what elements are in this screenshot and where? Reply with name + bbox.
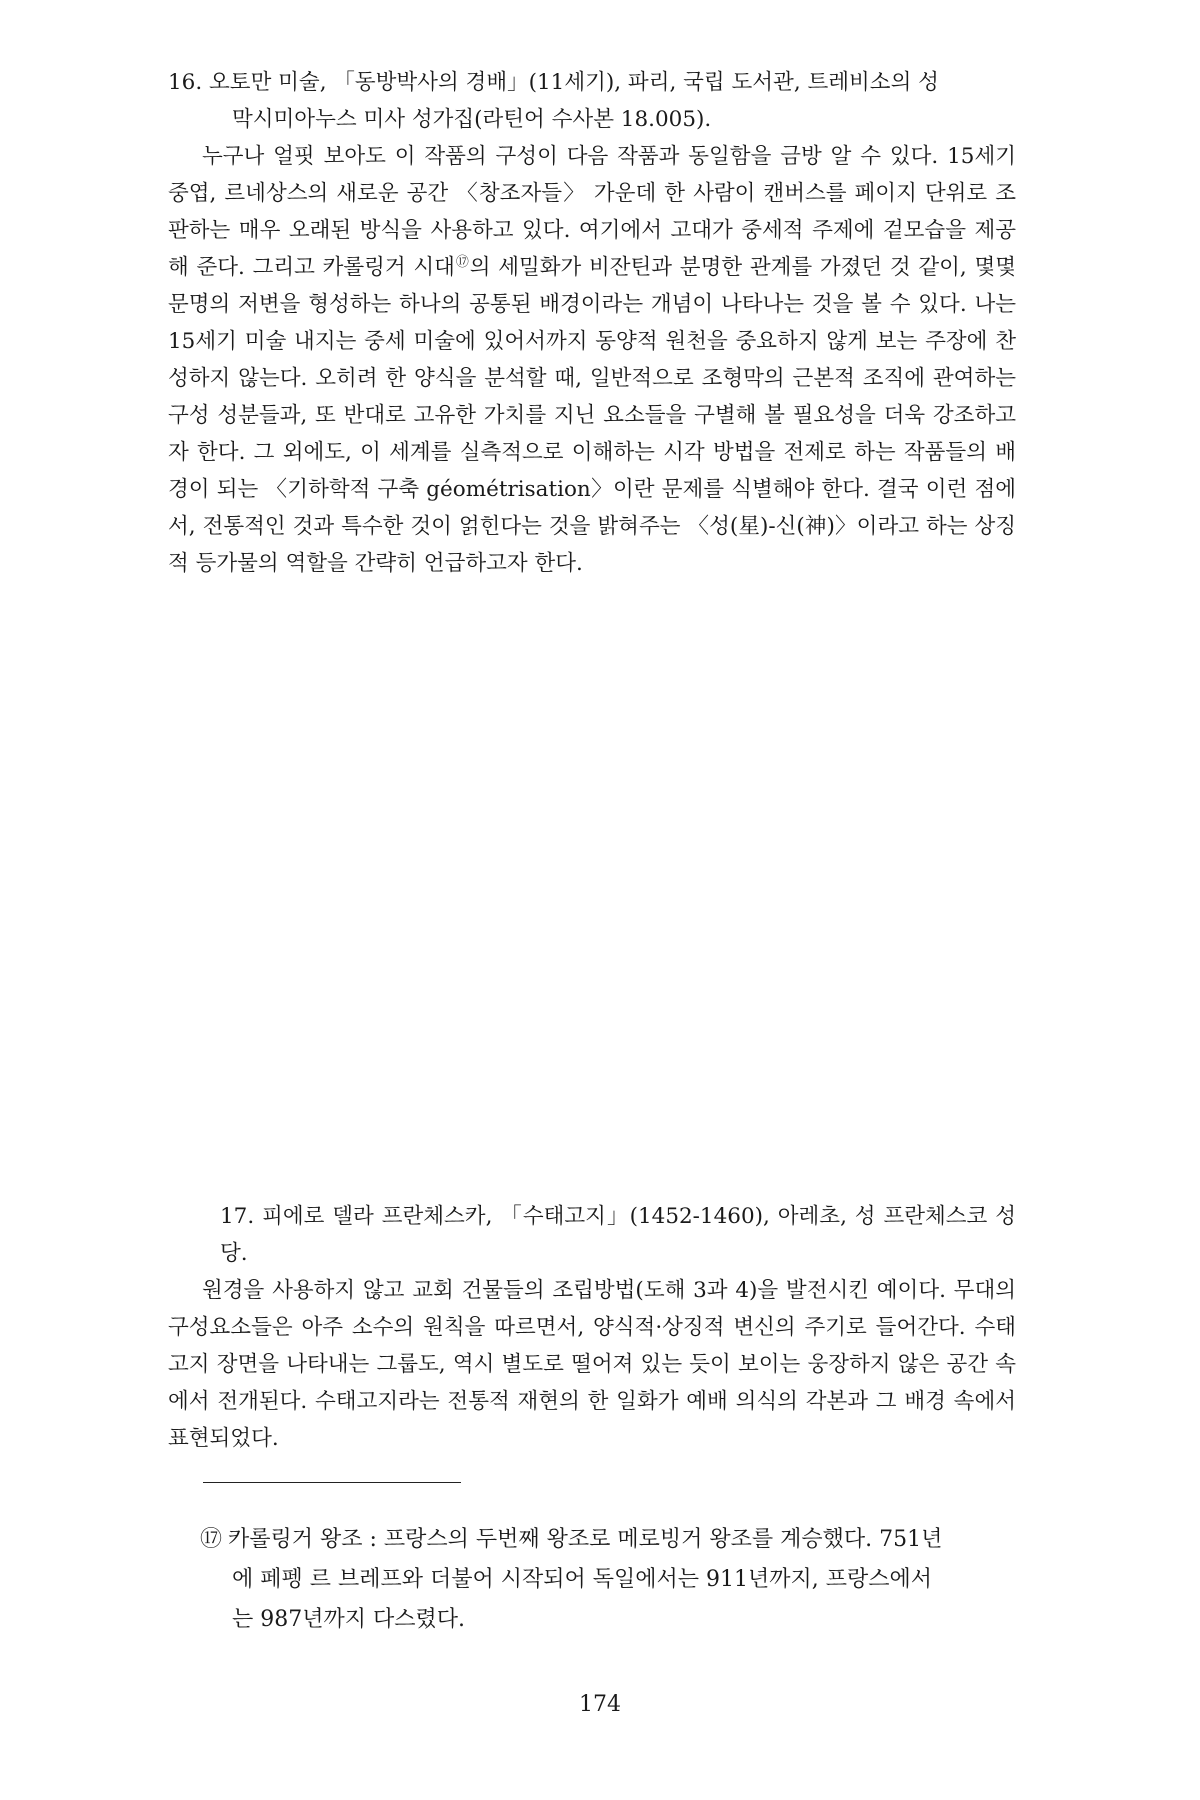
footnote — [200, 1520, 1020, 1640]
figure-17-description: 원경을 사용하지 않고 교회 건물들의 조립방법(도해 3과 4)을 발전시킨 예이다. 무대의 구성요소들은 아주 소수의 원칙을 따르면서, 양식적·상징적 변신의 주기로 들어간다. 수태고지 장면을 나타내는 그룹도, 역시 별도로 떨어져 있는 듯이 보이는 웅장하지 않은 공간 속에서 전개된다. 수태고지라는 전통적 재현의 한 일화가 예배 의식의 각본과 그 배경 속에서 표현되었다. — [168, 1278, 1016, 1451]
figure-16-caption — [168, 64, 1016, 582]
footnote-line1 — [200, 1520, 1020, 1560]
figure-16-title — [168, 64, 1016, 138]
figure-17-title — [168, 1198, 1016, 1272]
figure-16-text-part2: 의 세밀화가 비잔틴과 분명한 관계를 가졌던 것 같이, 몇몇 문명의 저변을 형성하는 하나의 공통된 배경이라는 개념이 나타나는 것을 볼 수 있다. 나는 15세기 미술 내지는 중세 미술에 있어서까지 동양적 원천을 중요하지 않게 보는 주장에 찬성하지 않는다. 오히려 한 양식을 분석할 때, 일반적으로 조형막의 근본적 조직에 관여하는 구성 성분들과, 또 반대로 고유한 가치를 지닌 요소들을 구별해 볼 필요성을 더욱 강조하고자 한다. 그 외에도, 이 세계를 실측적으로 이해하는 시각 방법을 전제로 하는 작품들의 배경이 되는 〈기하학적 구축 géométrisation〉이란 문제를 식별해야 한다. 결국 이런 점에서, 전통적인 것과 특수한 것이 얽힌다는 것을 밝혀주는 〈성(星)-신(神)〉이라고 하는 상징적 등가물의 역할을 간략히 언급하고자 한다. — [168, 255, 1016, 576]
figure-16-title-line2: 막시미아누스 미사 성가집(라틴어 수사본 18.005). — [232, 107, 712, 132]
figure-17-caption — [168, 1198, 1016, 1457]
figure-16-title-line1: 16. 오토만 미술, 「동방박사의 경배」(11세기), 파리, 국립 도서관, 트레비소의 성 — [168, 70, 939, 95]
figure-16-text-part1: 누구나 얼핏 보아도 이 작품의 구성이 다음 작품과 동일함을 금방 알 수 있다. 15세기 중엽, 르네상스의 새로운 공간 〈창조자들〉 가운데 한 사람이 캔버스를 페이지 단위로 조판하는 매우 오래된 방식을 사용하고 있다. 여기에서 고대가 중세적 주제에 겉모습을 제공해 준다. 그리고 카롤링거 시대 — [168, 144, 1016, 280]
figure-17-title-line1: 17. 피에로 델라 프란체스카, 「수태고지」(1452-1460), 아레초, 성 프란체스코 성당. — [220, 1204, 1016, 1266]
footnote-line2: 에 페펭 르 브레프와 더불어 시작되어 독일에서는 911년까지, 프랑스에서 — [232, 1567, 932, 1592]
figure-16-description — [168, 138, 1016, 582]
footnote-line3: 는 987년까지 다스렸다. — [232, 1607, 465, 1632]
footnote-divider — [203, 1482, 461, 1483]
footnote-line1-text: 카롤링거 왕조 : 프랑스의 두번째 왕조로 메로빙거 왕조를 계승했다. 751년 — [228, 1527, 943, 1552]
footnote-reference: ⑰ — [454, 254, 470, 270]
footnote-marker: ⑰ — [200, 1527, 223, 1552]
page-number: 174 — [579, 1692, 621, 1717]
